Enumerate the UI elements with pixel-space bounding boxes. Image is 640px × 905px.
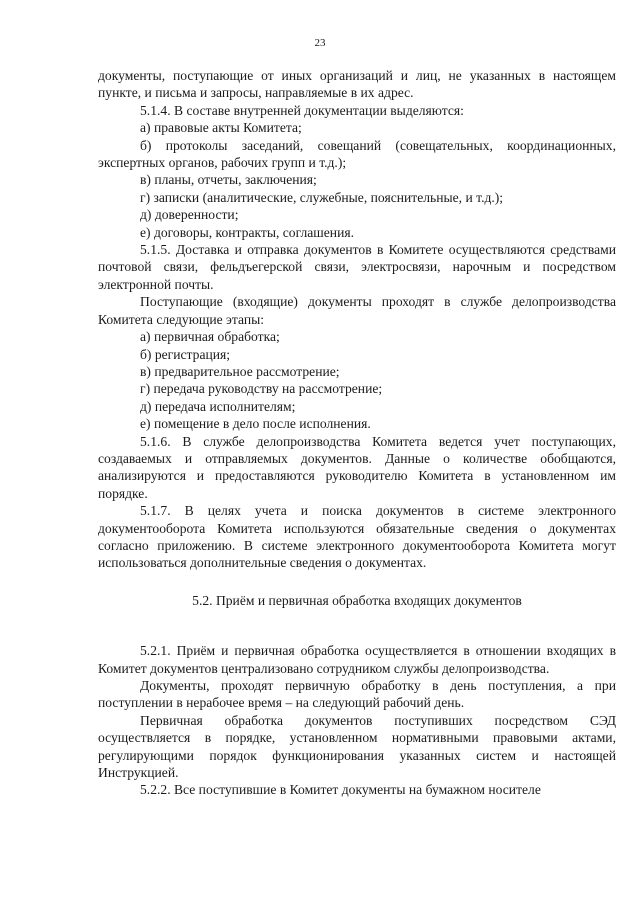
paragraph: Поступающие (входящие) документы проходят в службе делопроизводства Комитета следующие этапы:	[98, 294, 616, 327]
list-item: г) записки (аналитические, служебные, пояснительные, и т.д.);	[140, 189, 504, 205]
paragraph: Первичная обработка документов поступивших посредством СЭД осуществляется в порядке, установленном нормативными правовыми актами, регулирующими порядок функционирования указанных систем и настоящей Инструкцией.	[98, 712, 616, 781]
paragraph: документы, поступающие от иных организаций и лиц, не указанных в настоящем пункте, и письма и запросы, направляемые в их адрес.	[98, 68, 616, 101]
document-body	[98, 67, 616, 799]
list-item: б) протоколы заседаний, совещаний (совещательных, координационных, экспертных органов, рабочих групп и т.д.);	[98, 137, 616, 171]
list-item: в) предварительное рассмотрение;	[140, 363, 340, 379]
clause-5-1-7: 5.1.7. В целях учета и поиска документов в системе электронного документооборота Комитета используются обязательные сведения о документах согласно приложению. В системе электронного документооборота Комитета могут использоваться дополнительные сведения о документах.	[98, 503, 616, 571]
clause-5-1-4: 5.1.4. В составе внутренней документации выделяются:	[140, 102, 464, 118]
clause-5-1-5: 5.1.5. Доставка и отправка документов в Комитете осуществляются средствами почтовой связи, фельдъегерской связи, электросвязи, нарочным и посредством электронной почты.	[98, 242, 616, 292]
list-item: е) договоры, контракты, соглашения.	[140, 224, 355, 240]
clause-5-1-6: 5.1.6. В службе делопроизводства Комитета ведется учет поступающих, создаваемых и отправляемых документов. Данные о количестве обобщаются, анализируются и предоставляются руководителю Комитета в установленном им порядке.	[98, 433, 616, 501]
list-item: а) правовые акты Комитета;	[140, 120, 302, 136]
list-item: в) планы, отчеты, заключения;	[140, 172, 317, 188]
list-item: д) доверенности;	[140, 207, 239, 223]
clause-5-2-2: 5.2.2. Все поступившие в Комитет документы на бумажном носителе	[140, 782, 541, 798]
paragraph: Документы, проходят первичную обработку в день поступления, а при поступлении в нерабочее время – на следующий рабочий день.	[98, 678, 616, 711]
page-number: 23	[314, 37, 326, 49]
section-heading: 5.2. Приём и первичная обработка входящих документов	[192, 592, 522, 608]
list-item: б) регистрация;	[140, 346, 231, 362]
clause-5-2-1: 5.2.1. Приём и первичная обработка осуществляется в отношении входящих в Комитет документов централизовано сотрудником службы делопроизводства.	[98, 643, 616, 676]
list-item: а) первичная обработка;	[140, 329, 280, 345]
list-item: е) помещение в дело после исполнения.	[140, 416, 371, 432]
list-item: д) передача исполнителям;	[140, 398, 296, 414]
list-item: г) передача руководству на рассмотрение;	[140, 381, 383, 397]
